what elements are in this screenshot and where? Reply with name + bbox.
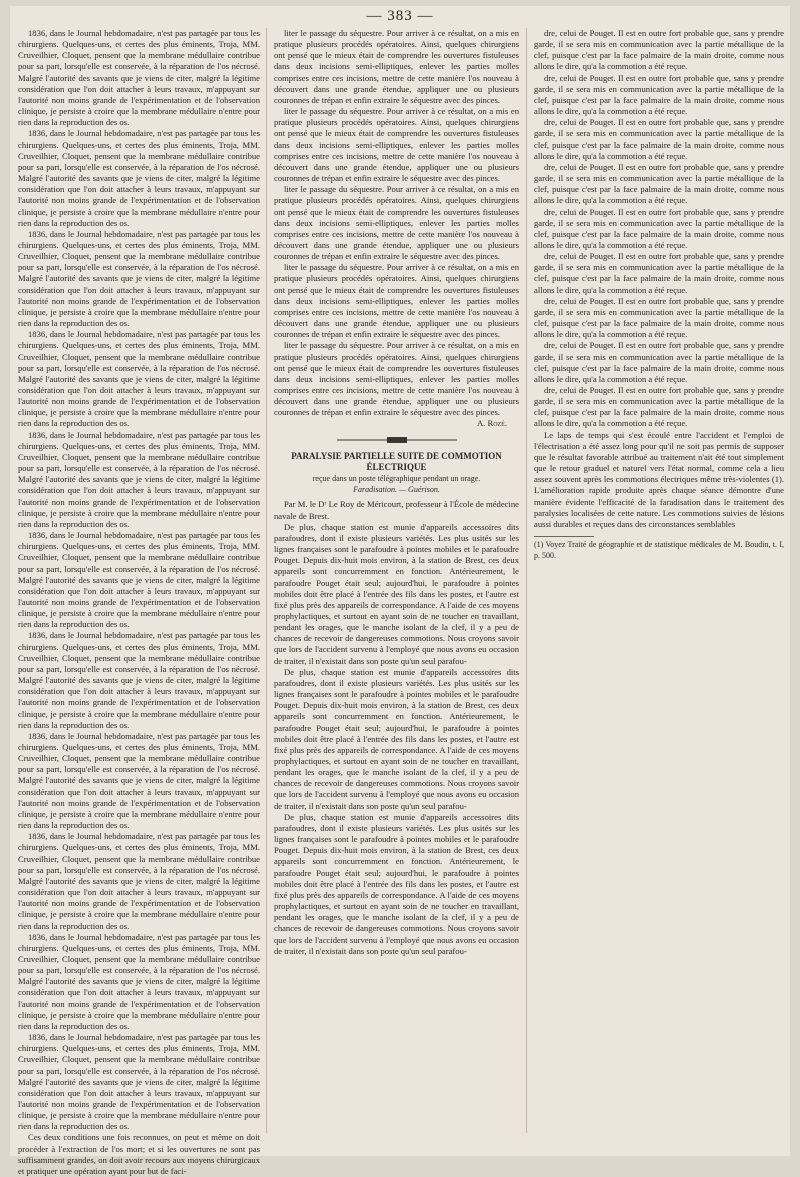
paragraph: dre, celui de Pouget. Il est en outre fort probable que, sans y prendre garde, il se sera mis en communication avec la partie métallique de la clef, puisque c'est par la face palmaire de la main droite, comme nous allons le dire, qu'a la commotion a été reçue. [534, 295, 784, 340]
paragraph: liter le passage du séquestre. Pour arriver à ce résultat, on a mis en pratique plusieurs procédés opératoires. Ainsi, quelques chirurgiens ont pensé que le mieux était de comprendre les ouvertures fistuleuses dans deux incisions semi-elliptiques, enlever les parties molles comprises entre ces incisions, mettre de cette manière l'os nouveau à découvert dans une grande étendue, appliquer une ou plusieurs couronnes de trépan et enfin extraire le séquestre avec des pinces. [274, 106, 519, 184]
article-subtitle: reçue dans un poste télégraphique pendant un orage. [312, 474, 481, 484]
paragraph: 1836, dans le Journal hebdomadaire, n'est pas partagée par tous les chirurgiens. Quelques-uns, et certes des plus éminents, Troja, MM. Cruveilhier, Cloquet, pensent que la membrane médullaire contribue pour sa part, lorsqu'elle est conservée, à la réparation de l'os nécrosé. Malgré l'autorité des savants que je viens de citer, malgré la légitime considération que l'on doit attacher à leurs travaux, m'appuyant sur l'autorité non moins grande de l'expérimentation et de l'observation clinique, je persiste à croire que la membrane médullaire n'entre pour rien dans la reproduction des os. [18, 831, 260, 931]
paragraph: 1836, dans le Journal hebdomadaire, n'est pas partagée par tous les chirurgiens. Quelques-uns, et certes des plus éminents, Troja, MM. Cruveilhier, Cloquet, pensent que la membrane médullaire contribue pour sa part, lorsqu'elle est conservée, à la réparation de l'os nécrosé. Malgré l'autorité des savants que je viens de citer, malgré la légitime considération que l'on doit attacher à leurs travaux, m'appuyant sur l'autorité non moins grande de l'expérimentation et de l'observation clinique, je persiste à croire que la membrane médullaire n'entre pour rien dans la reproduction des os. [18, 228, 260, 329]
paragraph: 1836, dans le Journal hebdomadaire, n'est pas partagée par tous les chirurgiens. Quelques-uns, et certes des plus éminents, Troja, MM. Cruveilhier, Cloquet, pensent que la membrane médullaire contribue pour sa part, lorsqu'elle est conservée, à la réparation de l'os nécrosé. Malgré l'autorité des savants que je viens de citer, malgré la légitime considération que l'on doit attacher à leurs travaux, m'appuyant sur l'autorité non moins grande de l'expérimentation et de l'observation clinique, je persiste à croire que la membrane médullaire n'entre pour rien dans la reproduction des os. [18, 931, 260, 1031]
paragraph: De plus, chaque station est munie d'appareils accessoires dits parafoudres, dont il existe plusieurs variétés. Les plus usités sur les lignes françaises sont le parafoudre à pointes mobiles et le parafoudre Pouget. Depuis dix-huit mois environ, à la station de Brest, ces deux appareils sont concurremment en fonction. Antérieurement, le parafoudre Pouget était seul; aujourd'hui, le parafoudre à pointes mobiles doit être placé à l'entrée des fils dans les postes, et l'autre est fixé plus près des appareils de correspondance. A l'aide de ces moyens prophylactiques, et surtout en ayant soin de ne toucher en travaillant, pendant les orages, que le manche isolant de la clef, il y a peu de chances de recevoir de dangereuses commotions. Nous croyons savoir que lors de l'accident survenu à l'employé que nous avons eu occasion de traiter, il n'existait dans son poste qu'un seul parafou- [274, 811, 519, 956]
footnote-divider [534, 536, 594, 537]
paragraph: Ces deux conditions une fois reconnues, on peut et même on doit procéder à l'extraction de l'os mort; et si les ouvertures ne sont pas suffisamment grandes, on doit avoir recours aux moyens chirurgicaux et pratiquer une opération ayant pour but de faci- [18, 1132, 260, 1176]
article-title: PARALYSIE PARTIELLE SUITE DE COMMOTION ÉLECTRIQUE [291, 450, 502, 472]
text-column-1 [18, 28, 260, 1176]
page-number: — 383 — [366, 8, 434, 24]
paragraph: De plus, chaque station est munie d'appareils accessoires dits parafoudres, dont il existe plusieurs variétés. Les plus usités sur les lignes françaises sont le parafoudre à pointes mobiles et le parafoudre Pouget. Depuis dix-huit mois environ, à la station de Brest, ces deux appareils sont concurremment en fonction. Antérieurement, le parafoudre Pouget était seul; aujourd'hui, le parafoudre à pointes mobiles doit être placé à l'entrée des fils dans les postes, et l'autre est fixé plus près des appareils de correspondance. A l'aide de ces moyens prophylactiques, et surtout en ayant soin de ne toucher en travaillant, pendant les orages, que le manche isolant de la clef, il y a peu de chances de recevoir de dangereuses commotions. Nous croyons savoir que lors de l'accident survenu à l'employé que nous avons eu occasion de traiter, il n'existait dans son poste qu'un seul parafou- [274, 521, 519, 666]
paragraph: 1836, dans le Journal hebdomadaire, n'est pas partagée par tous les chirurgiens. Quelques-uns, et certes des plus éminents, Troja, MM. Cruveilhier, Cloquet, pensent que la membrane médullaire contribue pour sa part, lorsqu'elle est conservée, à la réparation de l'os nécrosé. Malgré l'autorité des savants que je viens de citer, malgré la légitime considération que l'on doit attacher à leurs travaux, m'appuyant sur l'autorité non moins grande de l'expérimentation et de l'observation clinique, je persiste à croire que la membrane médullaire n'entre pour rien dans la reproduction des os. [18, 329, 260, 429]
paragraph: dre, celui de Pouget. Il est en outre fort probable que, sans y prendre garde, il se sera mis en communication avec la partie métallique de la clef, puisque c'est par la face palmaire de la main droite, comme nous allons le dire, qu'a la commotion a été reçue. [534, 340, 784, 384]
paragraph: 1836, dans le Journal hebdomadaire, n'est pas partagée par tous les chirurgiens. Quelques-uns, et certes des plus éminents, Troja, MM. Cruveilhier, Cloquet, pensent que la membrane médullaire contribue pour sa part, lorsqu'elle est conservée, à la réparation de l'os nécrosé. Malgré l'autorité des savants que je viens de citer, malgré la légitime considération que l'on doit attacher à leurs travaux, m'appuyant sur l'autorité non moins grande de l'expérimentation et de l'observation clinique, je persiste à croire que la membrane médullaire n'entre pour rien dans la reproduction des os. [18, 530, 260, 630]
paragraph: 1836, dans le Journal hebdomadaire, n'est pas partagée par tous les chirurgiens. Quelques-uns, et certes des plus éminents, Troja, MM. Cruveilhier, Cloquet, pensent que la membrane médullaire contribue pour sa part, lorsqu'elle est conservée, à la réparation de l'os nécrosé. Malgré l'autorité des savants que je viens de citer, malgré la légitime considération que l'on doit attacher à leurs travaux, m'appuyant sur l'autorité non moins grande de l'expérimentation et de l'observation clinique, je persiste à croire que la membrane médullaire n'entre pour rien dans la reproduction des os. [18, 128, 260, 228]
article-byline: Par M. le Dʳ Le Roy de Méricourt, professeur à l'École de médecine navale de Brest. [274, 499, 519, 521]
paragraph: dre, celui de Pouget. Il est en outre fort probable que, sans y prendre garde, il se sera mis en communication avec la partie métallique de la clef, puisque c'est par la face palmaire de la main droite, comme nous allons le dire, qu'a la commotion a été reçue. [534, 385, 784, 429]
paragraph: liter le passage du séquestre. Pour arriver à ce résultat, on a mis en pratique plusieurs procédés opératoires. Ainsi, quelques chirurgiens ont pensé que le mieux était de comprendre les ouvertures fistuleuses dans deux incisions semi-elliptiques, enlever les parties molles comprises entre ces incisions, mettre de cette manière l'os nouveau à découvert dans une grande étendue, appliquer une ou plusieurs couronnes de trépan et enfin extraire le séquestre avec des pinces. [274, 184, 519, 262]
paragraph: dre, celui de Pouget. Il est en outre fort probable que, sans y prendre garde, il se sera mis en communication avec la partie métallique de la clef, puisque c'est par la face palmaire de la main droite, comme nous allons le dire, qu'a la commotion a été reçue. [534, 251, 784, 295]
journal-page [10, 6, 790, 1176]
paragraph: liter le passage du séquestre. Pour arriver à ce résultat, on a mis en pratique plusieurs procédés opératoires. Ainsi, quelques chirurgiens ont pensé que le mieux était de comprendre les ouvertures fistuleuses dans deux incisions semi-elliptiques, enlever les parties molles comprises entre ces incisions, mettre de cette manière l'os nouveau à découvert dans une grande étendue, appliquer une ou plusieurs couronnes de trépan et enfin extraire le séquestre avec des pinces. [274, 262, 519, 340]
paragraph: De plus, chaque station est munie d'appareils accessoires dits parafoudres, dont il existe plusieurs variétés. Les plus usités sur les lignes françaises sont le parafoudre à pointes mobiles et le parafoudre Pouget. Depuis dix-huit mois environ, à la station de Brest, ces deux appareils sont concurremment en fonction. Antérieurement, le parafoudre Pouget était seul; aujourd'hui, le parafoudre à pointes mobiles doit être placé à l'entrée des fils dans les postes, et l'autre est fixé plus près des appareils de correspondance. A l'aide de ces moyens prophylactiques, et surtout en ayant soin de ne toucher en travaillant, pendant les orages, que le manche isolant de la clef, il y a peu de chances de recevoir de dangereuses commotions. Nous croyons savoir que lors de l'accident survenu à l'employé que nous avons eu occasion de traiter, il n'existait dans son poste qu'un seul parafou- [274, 666, 519, 811]
paragraph: 1836, dans le Journal hebdomadaire, n'est pas partagée par tous les chirurgiens. Quelques-uns, et certes des plus éminents, Troja, MM. Cruveilhier, Cloquet, pensent que la membrane médullaire contribue pour sa part, lorsqu'elle est conservée, à la réparation de l'os nécrosé. Malgré l'autorité des savants que je viens de citer, malgré la légitime considération que l'on doit attacher à leurs travaux, m'appuyant sur l'autorité non moins grande de l'expérimentation et de l'observation clinique, je persiste à croire que la membrane médullaire n'entre pour rien dans la reproduction des os. [18, 429, 260, 529]
paragraph: dre, celui de Pouget. Il est en outre fort probable que, sans y prendre garde, il se sera mis en communication avec la partie métallique de la clef, puisque c'est par la face palmaire de la main droite, comme nous allons le dire, qu'a la commotion a été reçue. [534, 161, 784, 206]
footnote: (1) Voyez Traité de géographie et de statistique médicales de M. Boudin, t. I, p. 500. [534, 540, 784, 561]
paragraph: dre, celui de Pouget. Il est en outre fort probable que, sans y prendre garde, il se sera mis en communication avec la partie métallique de la clef, puisque c'est par la face palmaire de la main droite, comme nous allons le dire, qu'a la commotion a été reçue. [534, 117, 784, 161]
paragraph: 1836, dans le Journal hebdomadaire, n'est pas partagée par tous les chirurgiens. Quelques-uns, et certes des plus éminents, Troja, MM. Cruveilhier, Cloquet, pensent que la membrane médullaire contribue pour sa part, lorsqu'elle est conservée, à la réparation de l'os nécrosé. Malgré l'autorité des savants que je viens de citer, malgré la légitime considération que l'on doit attacher à leurs travaux, m'appuyant sur l'autorité non moins grande de l'expérimentation et de l'observation clinique, je persiste à croire que la membrane médullaire n'entre pour rien dans la reproduction des os. [18, 730, 260, 831]
author-signature: A. Rozé. [476, 418, 507, 429]
column-divider [526, 28, 527, 1133]
section-ornament [274, 436, 519, 447]
paragraph: dre, celui de Pouget. Il est en outre fort probable que, sans y prendre garde, il se sera mis en communication avec la partie métallique de la clef, puisque c'est par la face palmaire de la main droite, comme nous allons le dire, qu'a la commotion a été reçue. [534, 72, 784, 117]
paragraph: dre, celui de Pouget. Il est en outre fort probable que, sans y prendre garde, il se sera mis en communication avec la partie métallique de la clef, puisque c'est par la face palmaire de la main droite, comme nous allons le dire, qu'a la commotion a été reçue. [534, 28, 784, 72]
paragraph: Le laps de temps qui s'est écoulé entre l'accident et l'emploi de l'électrisation a été assez long pour qu'il ne soit pas permis de supposer que le résultat favorable attribué au traitement n'ait été tout simplement que le retour graduel et naturel vers l'état normal, comme cela a lieu assez souvent après les commotions électriques même très-violentes (1). L'amélioration rapide produite après chaque séance démontre d'une manière évidente l'efficacité de la faradisation dans le traitement des paralysies localisées de cette nature. Les commotions suivies de lésions aussi durables et reçues dans des circonstances semblables [534, 429, 784, 529]
paragraph: 1836, dans le Journal hebdomadaire, n'est pas partagée par tous les chirurgiens. Quelques-uns, et certes des plus éminents, Troja, MM. Cruveilhier, Cloquet, pensent que la membrane médullaire contribue pour sa part, lorsqu'elle est conservée, à la réparation de l'os nécrosé. Malgré l'autorité des savants que je viens de citer, malgré la légitime considération que l'on doit attacher à leurs travaux, m'appuyant sur l'autorité non moins grande de l'expérimentation et de l'observation clinique, je persiste à croire que la membrane médullaire n'entre pour rien dans la reproduction des os. [18, 630, 260, 730]
paragraph: liter le passage du séquestre. Pour arriver à ce résultat, on a mis en pratique plusieurs procédés opératoires. Ainsi, quelques chirurgiens ont pensé que le mieux était de comprendre les ouvertures fistuleuses dans deux incisions semi-elliptiques, enlever les parties molles comprises entre ces incisions, mettre de cette manière l'os nouveau à découvert dans une grande étendue, appliquer une ou plusieurs couronnes de trépan et enfin extraire le séquestre avec des pinces. [274, 28, 519, 105]
paragraph: dre, celui de Pouget. Il est en outre fort probable que, sans y prendre garde, il se sera mis en communication avec la partie métallique de la clef, puisque c'est par la face palmaire de la main droite, comme nous allons le dire, qu'a la commotion a été reçue. [534, 206, 784, 250]
ornament-rule-icon [337, 436, 457, 444]
paragraph: liter le passage du séquestre. Pour arriver à ce résultat, on a mis en pratique plusieurs procédés opératoires. Ainsi, quelques chirurgiens ont pensé que le mieux était de comprendre les ouvertures fistuleuses dans deux incisions semi-elliptiques, enlever les parties molles comprises entre ces incisions, mettre de cette manière l'os nouveau à découvert dans une grande étendue, appliquer une ou plusieurs couronnes de trépan et enfin extraire le séquestre avec des pinces. [274, 340, 519, 418]
column-divider [266, 28, 267, 1133]
paragraph: 1836, dans le Journal hebdomadaire, n'est pas partagée par tous les chirurgiens. Quelques-uns, et certes des plus éminents, Troja, MM. Cruveilhier, Cloquet, pensent que la membrane médullaire contribue pour sa part, lorsqu'elle est conservée, à la réparation de l'os nécrosé. Malgré l'autorité des savants que je viens de citer, malgré la légitime considération que l'on doit attacher à leurs travaux, m'appuyant sur l'autorité non moins grande de l'expérimentation et de l'observation clinique, je persiste à croire que la membrane médullaire n'entre pour rien dans la reproduction des os. [18, 1032, 260, 1132]
text-column-3 [534, 28, 784, 1128]
text-column-2 [274, 28, 519, 1128]
paragraph: 1836, dans le Journal hebdomadaire, n'est pas partagée par tous les chirurgiens. Quelques-uns, et certes des plus éminents, Troja, MM. Cruveilhier, Cloquet, pensent que la membrane médullaire contribue pour sa part, lorsqu'elle est conservée, à la réparation de l'os nécrosé. Malgré l'autorité des savants que je viens de citer, malgré la légitime considération que l'on doit attacher à leurs travaux, m'appuyant sur l'autorité non moins grande de l'expérimentation et de l'observation clinique, je persiste à croire que la membrane médullaire n'entre pour rien dans la reproduction des os. [18, 28, 260, 128]
article-subtitle-2: Faradisation. — Guérison. [353, 485, 440, 495]
